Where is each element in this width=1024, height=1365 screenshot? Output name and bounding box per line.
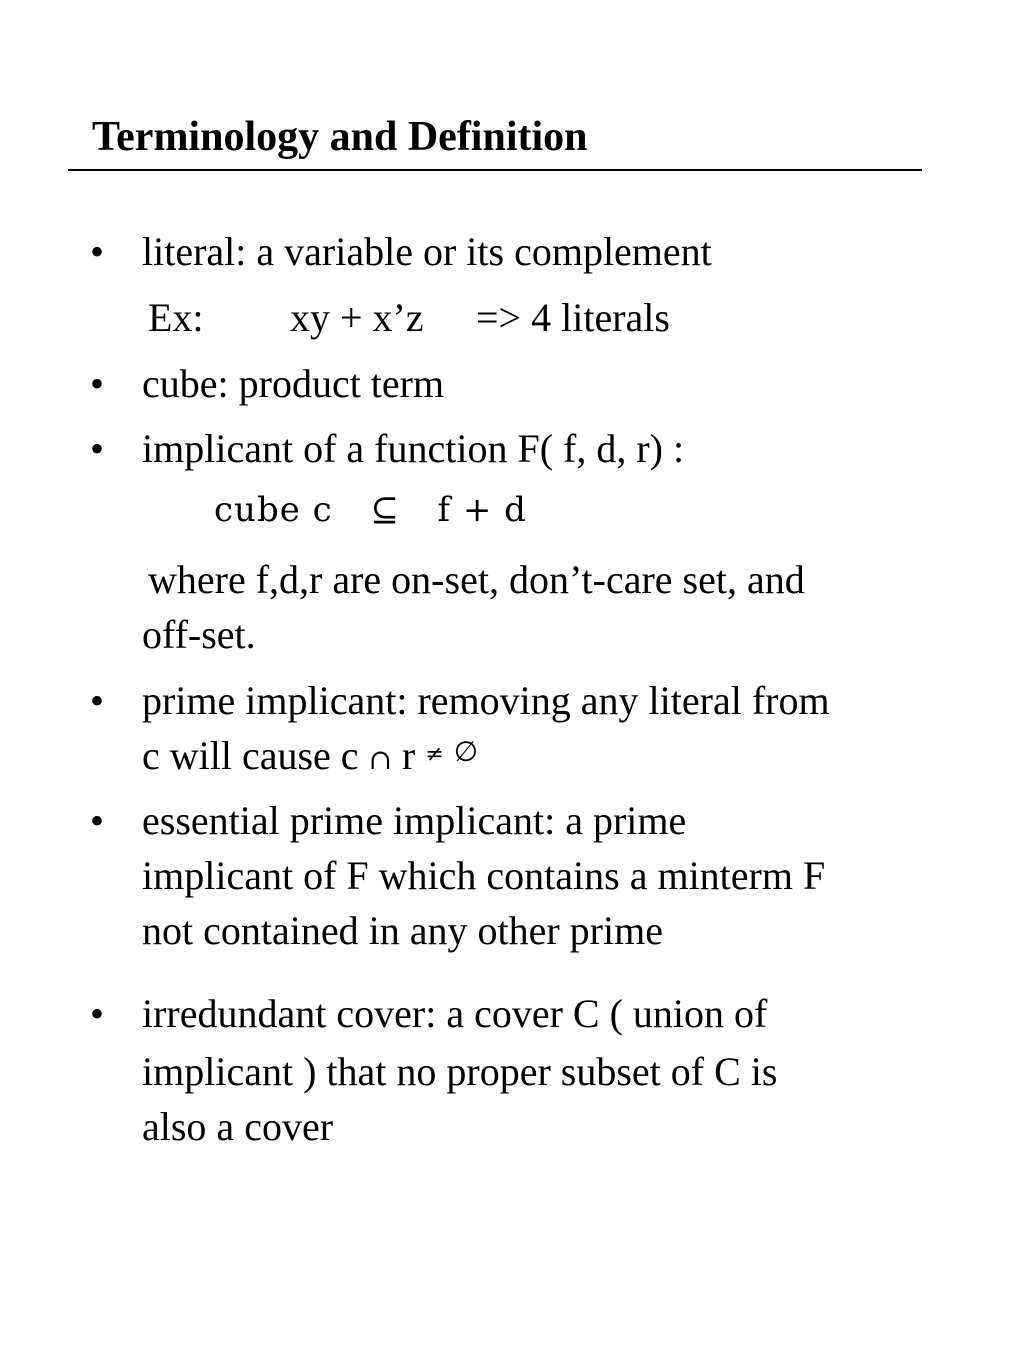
definition-irredundant-cover-line2: implicant ) that no proper subset of C is	[142, 1049, 778, 1094]
example-expression: xy + x’z	[290, 295, 424, 340]
definition-implicant: implicant of a function F( f, d, r) :	[142, 426, 685, 471]
example-label: Ex:	[148, 295, 204, 340]
example-result: => 4 literals	[476, 295, 670, 340]
definition-irredundant-cover-line1: irredundant cover: a cover C ( union of	[142, 991, 768, 1036]
definition-essential-prime-line1: essential prime implicant: a prime	[142, 798, 687, 843]
formula-right: f + d	[437, 490, 527, 530]
definition-literal: literal: a variable or its complement	[142, 229, 712, 274]
bullet-literal: •	[90, 229, 105, 274]
definition-prime-implicant-line2	[142, 732, 478, 787]
definition-irredundant-cover-line3: also a cover	[142, 1104, 334, 1149]
slide-title: Terminology and Definition	[92, 114, 588, 160]
bullet-essential-prime: •	[90, 798, 105, 843]
prime-line2-prefix: c will cause c	[142, 733, 359, 778]
implicant-where-line2: off-set.	[142, 612, 256, 657]
implicant-where-line1: where f,d,r are on-set, don’t-care set, and	[148, 557, 805, 602]
subset-symbol: ⊆	[370, 490, 400, 530]
prime-line2-mid: r	[402, 733, 416, 778]
bullet-implicant: •	[90, 426, 105, 471]
bullet-prime-implicant: •	[90, 678, 105, 723]
formula-left: cube c	[214, 490, 333, 530]
definition-essential-prime-line2: implicant of F which contains a minterm F	[142, 853, 826, 898]
implicant-formula	[214, 488, 527, 532]
intersect-symbol: ∩	[368, 743, 393, 776]
bullet-irredundant-cover: •	[90, 991, 105, 1036]
bullet-cube: •	[90, 361, 105, 406]
not-equal-symbol: ≠	[425, 742, 444, 767]
definition-prime-implicant-line1: prime implicant: removing any literal from	[142, 678, 830, 723]
definition-cube: cube: product term	[142, 361, 445, 406]
definition-essential-prime-line3: not contained in any other prime	[142, 908, 663, 953]
empty-set-symbol: ∅	[453, 735, 479, 768]
title-underline	[68, 169, 922, 171]
